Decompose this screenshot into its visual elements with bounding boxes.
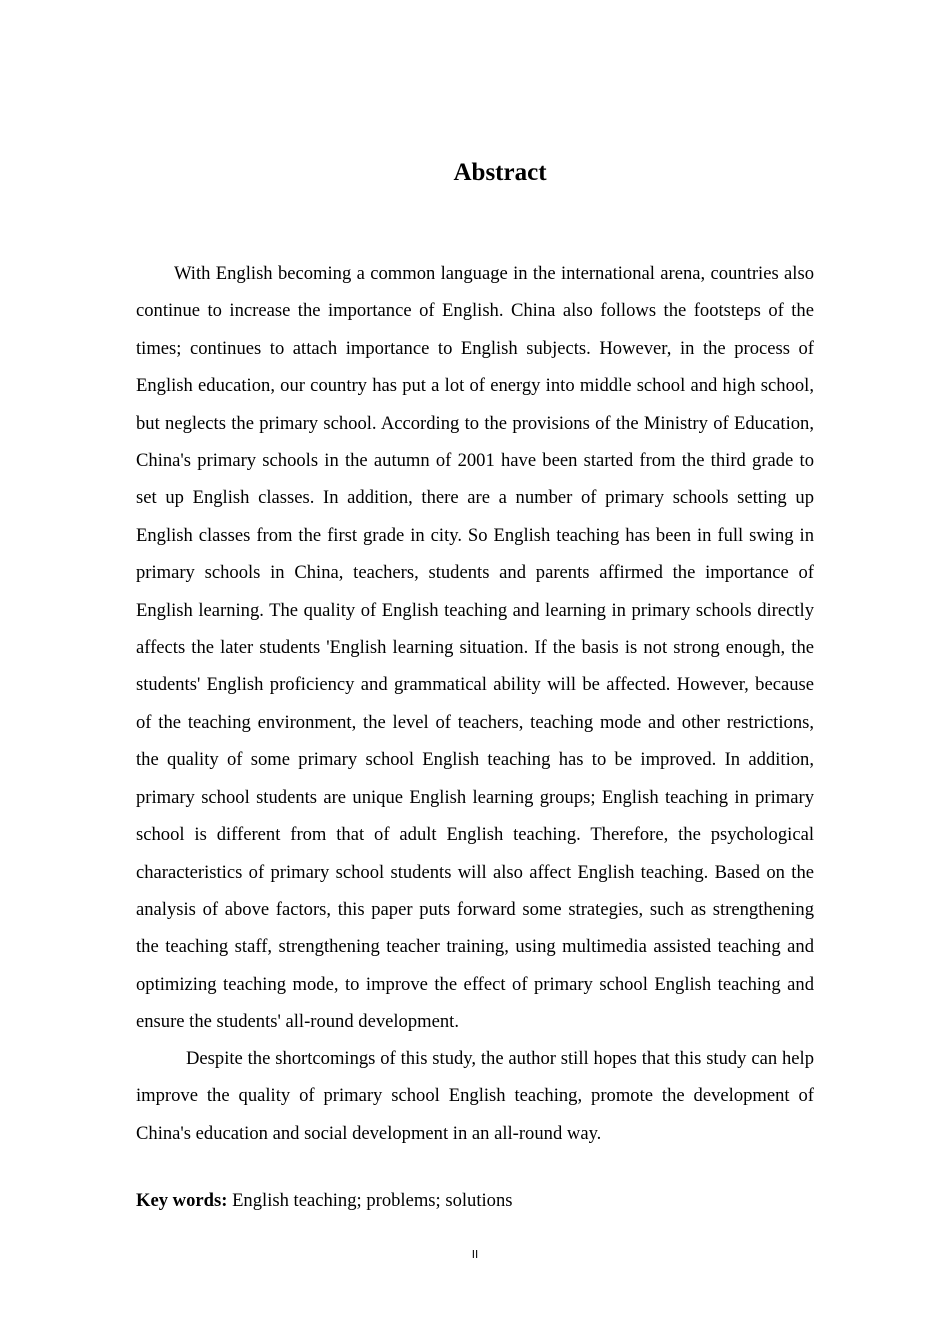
abstract-paragraph-2: Despite the shortcomings of this study, the author still hopes that this study can help improve the quality of primary school English teaching, promote the development of China's education and social development in an all-round way. xyxy=(136,1048,814,1144)
abstract-body xyxy=(136,255,814,1152)
keywords-text: English teaching; problems; solutions xyxy=(227,1190,513,1211)
keywords-line xyxy=(136,1186,513,1216)
abstract-paragraph-1: With English becoming a common language in the international arena, countries also continue to increase the importance of English. China also follows the footsteps of the times; continues to attach importance to English subjects. However, in the process of English education, our country has put a lot of energy into middle school and high school, but neglects the primary school. According to the provisions of the Ministry of Education, China's primary schools in the autumn of 2001 have been started from the third grade to set up English classes. In addition, there are a number of primary schools setting up English classes from the first grade in city. So English teaching has been in full swing in primary schools in China, teachers, students and parents affirmed the importance of English learning. The quality of English teaching and learning in primary schools directly affects the later students 'English learning situation. If the basis is not strong enough, the students' English proficiency and grammatical ability will be affected. However, because of the teaching environment, the level of teachers, teaching mode and other restrictions, the quality of some primary school English teaching has to be improved. In addition, primary school students are unique English learning groups; English teaching in primary school is different from that of adult English teaching. Therefore, the psychological characteristics of primary school students will also affect English teaching. Based on the analysis of above factors, this paper puts forward some strategies, such as strengthening the teaching staff, strengthening teacher training, using multimedia assisted teaching and optimizing teaching mode, to improve the effect of primary school English teaching and ensure the students' all-round development. xyxy=(136,263,814,1033)
page-number: II xyxy=(471,1248,479,1261)
abstract-title: Abstract xyxy=(453,159,547,186)
keywords-label: Key words: xyxy=(136,1190,228,1211)
